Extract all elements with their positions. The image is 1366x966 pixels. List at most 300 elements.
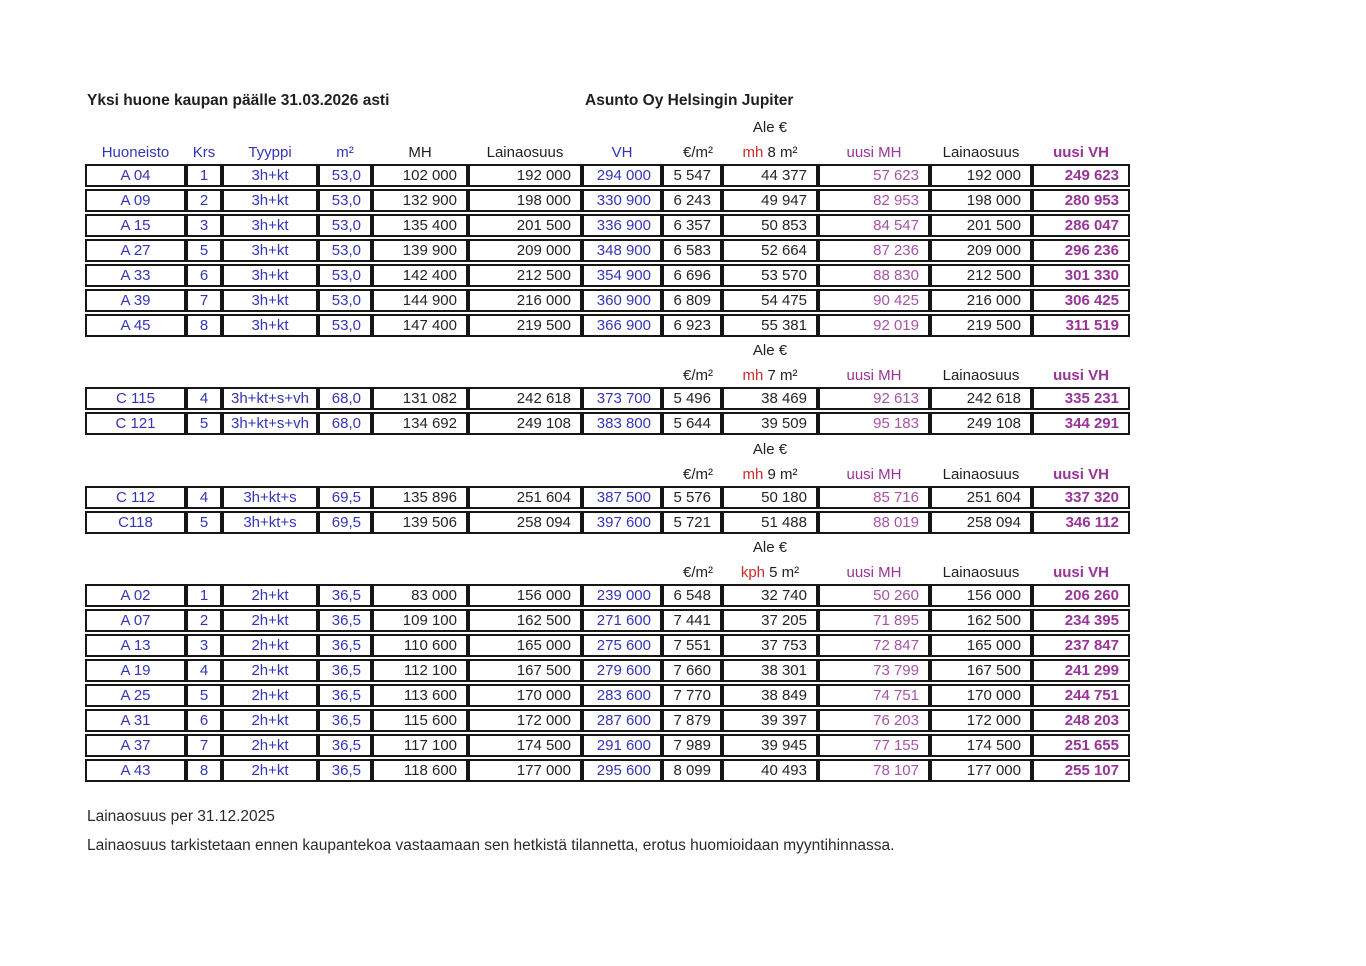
table-cell: 36,5 (318, 609, 372, 632)
table-cell: 212 500 (930, 264, 1032, 287)
table-row (85, 584, 1130, 607)
table-cell: 3h+kt (222, 264, 318, 287)
column-header-lainaosuus: Lainaosuus (942, 564, 1020, 581)
table-cell: 39 509 (722, 412, 818, 435)
table-cell: 330 900 (582, 189, 662, 212)
column-header-row (85, 562, 1130, 582)
column-header: Huoneisto (101, 144, 170, 161)
table-cell: 53,0 (318, 189, 372, 212)
table-cell: 201 500 (468, 214, 582, 237)
table-cell: 78 107 (818, 759, 930, 782)
table-cell: 36,5 (318, 709, 372, 732)
table-cell: 2h+kt (222, 684, 318, 707)
column-header: Krs (192, 144, 216, 161)
table-cell: 4 (186, 486, 222, 509)
discount-type-label: mh (742, 466, 764, 483)
table-cell: 6 243 (662, 189, 722, 212)
table-cell: 280 953 (1032, 189, 1130, 212)
table-cell: 192 000 (930, 164, 1032, 187)
table-cell: 36,5 (318, 684, 372, 707)
table-row (85, 264, 1130, 287)
table-cell: 283 600 (582, 684, 662, 707)
column-header-row (85, 142, 1130, 162)
apartment-price-table (85, 582, 1130, 784)
footer-note-loan-date: Lainaosuus per 31.12.2025 (87, 808, 275, 825)
table-cell: 2h+kt (222, 634, 318, 657)
ale-label: Ale € (752, 119, 788, 136)
table-cell: A 43 (85, 759, 186, 782)
table-cell: 2 (186, 189, 222, 212)
table-cell: 2h+kt (222, 609, 318, 632)
table-cell: 156 000 (468, 584, 582, 607)
table-cell: 294 000 (582, 164, 662, 187)
table-cell: A 37 (85, 734, 186, 757)
table-cell: 50 180 (722, 486, 818, 509)
table-cell: 219 500 (930, 314, 1032, 337)
table-cell: 271 600 (582, 609, 662, 632)
table-row (85, 289, 1130, 312)
table-cell: 102 000 (372, 164, 468, 187)
table-cell: 134 692 (372, 412, 468, 435)
table-cell: 239 000 (582, 584, 662, 607)
table-cell: 162 500 (468, 609, 582, 632)
table-row (85, 214, 1130, 237)
table-cell: 109 100 (372, 609, 468, 632)
table-cell: 95 183 (818, 412, 930, 435)
table-cell: 7 441 (662, 609, 722, 632)
table-cell: A 04 (85, 164, 186, 187)
footer-notes (87, 808, 894, 866)
table-row (85, 734, 1130, 757)
page-title: Yksi huone kaupan päälle 31.03.2026 asti (87, 92, 390, 109)
table-cell: 139 900 (372, 239, 468, 262)
table-cell: 36,5 (318, 584, 372, 607)
column-header-discount (722, 367, 818, 385)
table-cell: 53,0 (318, 264, 372, 287)
table-cell: 53,0 (318, 239, 372, 262)
table-cell: 50 260 (818, 584, 930, 607)
table-cell: 234 395 (1032, 609, 1130, 632)
discount-size-label: 7 m² (763, 367, 798, 384)
table-cell: 360 900 (582, 289, 662, 312)
table-cell: 139 506 (372, 511, 468, 534)
column-header: Tyyppi (248, 144, 292, 161)
table-cell: 72 847 (818, 634, 930, 657)
table-cell: 3h+kt+s+vh (222, 387, 318, 410)
table-cell: 162 500 (930, 609, 1032, 632)
table-cell: 52 664 (722, 239, 818, 262)
title-bar (0, 92, 1366, 112)
table-cell: 3h+kt+s+vh (222, 412, 318, 435)
table-cell: 3h+kt (222, 239, 318, 262)
table-cell: 77 155 (818, 734, 930, 757)
table-cell: 219 500 (468, 314, 582, 337)
table-cell: 397 600 (582, 511, 662, 534)
table-cell: 3h+kt (222, 164, 318, 187)
table-cell: 69,5 (318, 486, 372, 509)
table-cell: 36,5 (318, 734, 372, 757)
table-cell: C118 (85, 511, 186, 534)
table-cell: 8 (186, 314, 222, 337)
table-cell: 112 100 (372, 659, 468, 682)
table-cell: A 39 (85, 289, 186, 312)
column-header-uusi-vh: uusi VH (1053, 466, 1109, 483)
table-cell: 38 469 (722, 387, 818, 410)
table-cell: 201 500 (930, 214, 1032, 237)
column-header-lainaosuus: Lainaosuus (942, 367, 1020, 384)
table-row (85, 387, 1130, 410)
table-cell: 373 700 (582, 387, 662, 410)
table-cell: 131 082 (372, 387, 468, 410)
table-cell: 92 613 (818, 387, 930, 410)
table-cell: 170 000 (468, 684, 582, 707)
table-cell: 50 853 (722, 214, 818, 237)
table-cell: 4 (186, 659, 222, 682)
table-cell: 387 500 (582, 486, 662, 509)
table-cell: A 15 (85, 214, 186, 237)
table-cell: C 121 (85, 412, 186, 435)
table-cell: 8 (186, 759, 222, 782)
table-cell: 53,0 (318, 314, 372, 337)
table-cell: 296 236 (1032, 239, 1130, 262)
column-header: VH (611, 144, 633, 161)
ale-label: Ale € (752, 539, 788, 556)
table-cell: 242 618 (930, 387, 1032, 410)
table-cell: 37 753 (722, 634, 818, 657)
table-cell: 110 600 (372, 634, 468, 657)
table-cell: 142 400 (372, 264, 468, 287)
table-cell: 40 493 (722, 759, 818, 782)
table-cell: A 25 (85, 684, 186, 707)
table-cell: 36,5 (318, 634, 372, 657)
table-cell: 144 900 (372, 289, 468, 312)
table-cell: 71 895 (818, 609, 930, 632)
table-cell: 4 (186, 387, 222, 410)
price-section-3 (85, 440, 1130, 536)
table-cell: 172 000 (468, 709, 582, 732)
table-cell: 36,5 (318, 659, 372, 682)
table-cell: 3h+kt (222, 189, 318, 212)
table-cell: 5 644 (662, 412, 722, 435)
table-cell: 54 475 (722, 289, 818, 312)
table-cell: 348 900 (582, 239, 662, 262)
table-row (85, 511, 1130, 534)
table-cell: A 19 (85, 659, 186, 682)
table-cell: 295 600 (582, 759, 662, 782)
price-section-1 (85, 118, 1130, 339)
table-cell: 38 849 (722, 684, 818, 707)
table-row (85, 164, 1130, 187)
table-cell: 174 500 (930, 734, 1032, 757)
table-row (85, 189, 1130, 212)
table-cell: 2h+kt (222, 709, 318, 732)
ale-label: Ale € (752, 441, 788, 458)
table-cell: 383 800 (582, 412, 662, 435)
table-cell: 6 696 (662, 264, 722, 287)
table-cell: 5 (186, 511, 222, 534)
table-row (85, 709, 1130, 732)
table-cell: 248 203 (1032, 709, 1130, 732)
table-cell: A 27 (85, 239, 186, 262)
column-header-lainaosuus: Lainaosuus (942, 466, 1020, 483)
column-header-row (85, 365, 1130, 385)
table-cell: 6 357 (662, 214, 722, 237)
table-cell: 172 000 (930, 709, 1032, 732)
table-cell: 5 (186, 412, 222, 435)
table-cell: A 31 (85, 709, 186, 732)
column-header-uusi-mh: uusi MH (846, 144, 902, 161)
column-header-uusi-vh: uusi VH (1053, 144, 1109, 161)
table-cell: 287 600 (582, 709, 662, 732)
company-title: Asunto Oy Helsingin Jupiter (585, 92, 794, 109)
table-cell: 74 751 (818, 684, 930, 707)
table-cell: 237 847 (1032, 634, 1130, 657)
table-row (85, 634, 1130, 657)
table-cell: 249 108 (930, 412, 1032, 435)
table-cell: 3h+kt (222, 214, 318, 237)
column-header-uusi-vh: uusi VH (1053, 564, 1109, 581)
table-cell: 165 000 (930, 634, 1032, 657)
table-cell: 147 400 (372, 314, 468, 337)
table-cell: 177 000 (468, 759, 582, 782)
table-cell: 8 099 (662, 759, 722, 782)
table-cell: 5 576 (662, 486, 722, 509)
table-cell: 49 947 (722, 189, 818, 212)
apartment-price-table (85, 385, 1130, 437)
table-row (85, 412, 1130, 435)
table-cell: A 45 (85, 314, 186, 337)
table-cell: 118 600 (372, 759, 468, 782)
table-cell: 1 (186, 584, 222, 607)
table-cell: 255 107 (1032, 759, 1130, 782)
table-cell: 212 500 (468, 264, 582, 287)
table-cell: 53,0 (318, 289, 372, 312)
table-cell: 275 600 (582, 634, 662, 657)
discount-type-label: mh (742, 144, 764, 161)
table-cell: 3 (186, 214, 222, 237)
table-cell: 7 879 (662, 709, 722, 732)
table-cell: 53 570 (722, 264, 818, 287)
table-cell: C 115 (85, 387, 186, 410)
column-header: MH (408, 144, 432, 161)
column-header: Lainaosuus (486, 144, 564, 161)
table-cell: 135 400 (372, 214, 468, 237)
apartment-price-table (85, 484, 1130, 536)
table-cell: 244 751 (1032, 684, 1130, 707)
table-cell: 2h+kt (222, 734, 318, 757)
table-cell: A 13 (85, 634, 186, 657)
table-cell: 3h+kt (222, 314, 318, 337)
discount-type-label: kph (740, 564, 765, 581)
table-cell: 53,0 (318, 214, 372, 237)
column-header-uusi-mh: uusi MH (846, 564, 902, 581)
table-cell: 135 896 (372, 486, 468, 509)
table-cell: 258 094 (930, 511, 1032, 534)
table-cell: 5 496 (662, 387, 722, 410)
table-cell: 32 740 (722, 584, 818, 607)
price-section-2 (85, 341, 1130, 437)
table-cell: 286 047 (1032, 214, 1130, 237)
table-cell: 68,0 (318, 387, 372, 410)
table-cell: A 09 (85, 189, 186, 212)
table-row (85, 314, 1130, 337)
table-cell: 51 488 (722, 511, 818, 534)
table-cell: 69,5 (318, 511, 372, 534)
table-row (85, 239, 1130, 262)
table-cell: 216 000 (930, 289, 1032, 312)
table-cell: 165 000 (468, 634, 582, 657)
column-header-eur-per-m2: €/m² (683, 144, 713, 161)
table-cell: 5 (186, 684, 222, 707)
apartment-price-table (85, 162, 1130, 339)
table-cell: 3h+kt+s (222, 486, 318, 509)
table-cell: 55 381 (722, 314, 818, 337)
table-cell: 2h+kt (222, 584, 318, 607)
column-header-eur-per-m2: €/m² (683, 564, 713, 581)
footer-note-loan-adjust: Lainaosuus tarkistetaan ennen kaupantekoa vastaamaan sen hetkistä tilannetta, erotus huomioidaan myyntihinnassa. (87, 837, 895, 854)
table-cell: 258 094 (468, 511, 582, 534)
table-cell: 241 299 (1032, 659, 1130, 682)
table-cell: 7 989 (662, 734, 722, 757)
table-cell: 206 260 (1032, 584, 1130, 607)
table-cell: 2 (186, 609, 222, 632)
table-cell: 90 425 (818, 289, 930, 312)
table-cell: 117 100 (372, 734, 468, 757)
table-cell: 306 425 (1032, 289, 1130, 312)
column-header-uusi-mh: uusi MH (846, 367, 902, 384)
table-cell: 85 716 (818, 486, 930, 509)
table-cell: 6 923 (662, 314, 722, 337)
column-header-discount (722, 144, 818, 162)
table-cell: 198 000 (468, 189, 582, 212)
table-cell: 167 500 (930, 659, 1032, 682)
table-cell: 2h+kt (222, 659, 318, 682)
table-cell: 335 231 (1032, 387, 1130, 410)
table-cell: 68,0 (318, 412, 372, 435)
table-cell: 7 (186, 734, 222, 757)
table-cell: 76 203 (818, 709, 930, 732)
table-cell: 3h+kt+s (222, 511, 318, 534)
table-cell: 88 830 (818, 264, 930, 287)
table-cell: 291 600 (582, 734, 662, 757)
table-cell: 177 000 (930, 759, 1032, 782)
discount-size-label: 5 m² (765, 564, 800, 581)
table-cell: 249 623 (1032, 164, 1130, 187)
table-cell: 6 548 (662, 584, 722, 607)
table-cell: 6 (186, 709, 222, 732)
table-cell: 311 519 (1032, 314, 1130, 337)
table-cell: 92 019 (818, 314, 930, 337)
table-cell: 132 900 (372, 189, 468, 212)
table-row (85, 659, 1130, 682)
table-cell: 7 770 (662, 684, 722, 707)
table-cell: 3h+kt (222, 289, 318, 312)
table-cell: 216 000 (468, 289, 582, 312)
table-cell: 5 721 (662, 511, 722, 534)
table-cell: 366 900 (582, 314, 662, 337)
table-cell: 5 547 (662, 164, 722, 187)
table-cell: 39 397 (722, 709, 818, 732)
table-cell: 2h+kt (222, 759, 318, 782)
table-cell: 6 809 (662, 289, 722, 312)
table-cell: 38 301 (722, 659, 818, 682)
table-cell: A 07 (85, 609, 186, 632)
table-cell: 73 799 (818, 659, 930, 682)
table-cell: 354 900 (582, 264, 662, 287)
table-cell: 113 600 (372, 684, 468, 707)
table-cell: 87 236 (818, 239, 930, 262)
price-section-4 (85, 538, 1130, 784)
table-cell: 83 000 (372, 584, 468, 607)
column-header-eur-per-m2: €/m² (683, 466, 713, 483)
table-cell: 115 600 (372, 709, 468, 732)
table-cell: 6 583 (662, 239, 722, 262)
table-cell: 167 500 (468, 659, 582, 682)
table-cell: 88 019 (818, 511, 930, 534)
table-cell: 84 547 (818, 214, 930, 237)
table-cell: 53,0 (318, 164, 372, 187)
table-cell: 6 (186, 264, 222, 287)
column-header-lainaosuus: Lainaosuus (942, 144, 1020, 161)
column-header-uusi-vh: uusi VH (1053, 367, 1109, 384)
table-cell: 3 (186, 634, 222, 657)
table-row (85, 609, 1130, 632)
discount-type-label: mh (742, 367, 764, 384)
table-cell: 192 000 (468, 164, 582, 187)
discount-size-label: 8 m² (763, 144, 798, 161)
table-cell: 39 945 (722, 734, 818, 757)
table-cell: A 02 (85, 584, 186, 607)
discount-size-label: 9 m² (763, 466, 798, 483)
table-cell: 1 (186, 164, 222, 187)
column-header-eur-per-m2: €/m² (683, 367, 713, 384)
table-row (85, 486, 1130, 509)
column-header-row (85, 464, 1130, 484)
table-cell: 336 900 (582, 214, 662, 237)
table-cell: 198 000 (930, 189, 1032, 212)
table-cell: 57 623 (818, 164, 930, 187)
column-header-discount (722, 466, 818, 484)
ale-label: Ale € (752, 342, 788, 359)
table-cell: 7 551 (662, 634, 722, 657)
table-cell: 251 604 (468, 486, 582, 509)
table-cell: A 33 (85, 264, 186, 287)
table-cell: 156 000 (930, 584, 1032, 607)
table-cell: 242 618 (468, 387, 582, 410)
table-cell: C 112 (85, 486, 186, 509)
table-cell: 170 000 (930, 684, 1032, 707)
table-cell: 37 205 (722, 609, 818, 632)
table-cell: 209 000 (930, 239, 1032, 262)
table-row (85, 684, 1130, 707)
table-cell: 36,5 (318, 759, 372, 782)
table-row (85, 759, 1130, 782)
table-cell: 7 (186, 289, 222, 312)
table-cell: 174 500 (468, 734, 582, 757)
table-cell: 301 330 (1032, 264, 1130, 287)
column-header: m² (336, 144, 354, 161)
table-cell: 5 (186, 239, 222, 262)
column-header-discount (722, 564, 818, 582)
table-cell: 346 112 (1032, 511, 1130, 534)
table-cell: 251 604 (930, 486, 1032, 509)
table-cell: 7 660 (662, 659, 722, 682)
table-cell: 279 600 (582, 659, 662, 682)
table-cell: 344 291 (1032, 412, 1130, 435)
table-cell: 249 108 (468, 412, 582, 435)
table-cell: 209 000 (468, 239, 582, 262)
table-cell: 337 320 (1032, 486, 1130, 509)
